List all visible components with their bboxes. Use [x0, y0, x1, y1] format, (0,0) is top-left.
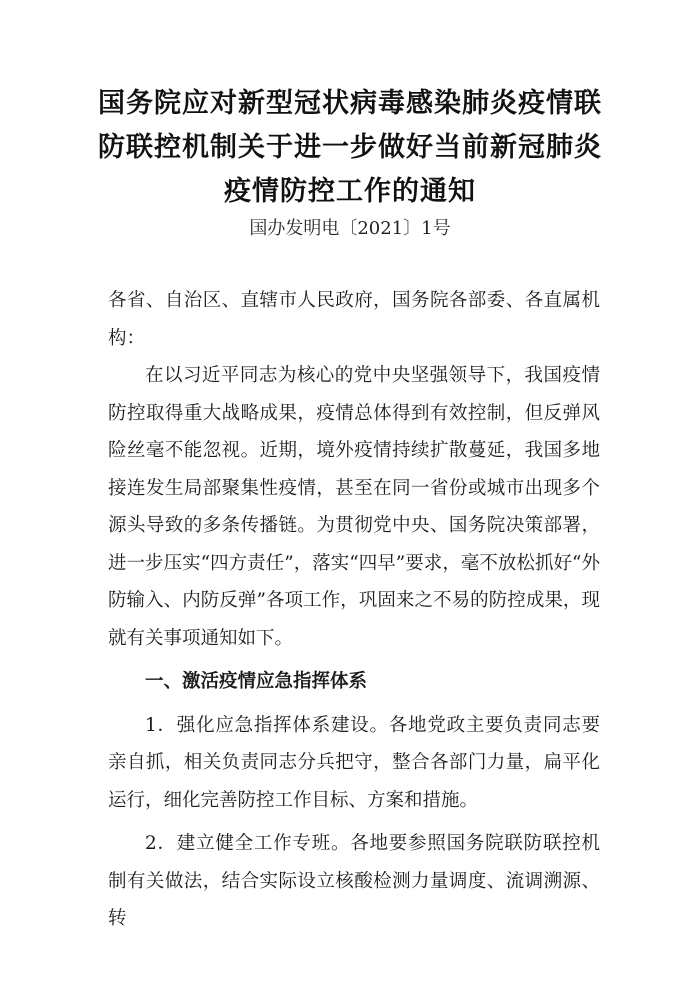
intro-paragraph: 在以习近平同志为核心的党中央坚强领导下，我国疫情防控取得重大战略成果，疫情总体得到有效控制，但反弹风险丝毫不能忽视。近期，境外疫情持续扩散蔓延，我国多地接连发生局部聚集性疫情，甚至在同一省份或城市出现多个源头导致的多条传播链。为贯彻党中央、国务院决策部署，进一步压实“四方责任”，落实“四早”要求，毫不放松抓好“外防输入、内防反弹”各项工作，巩固来之不易的防控成果，现就有关事项通知如下。	[108, 365, 600, 649]
document-number: 国办发明电〔2021〕1号	[249, 218, 451, 239]
title-line-1: 国务院应对新型冠状病毒感染肺炎疫情联	[98, 88, 602, 119]
section-heading: 一、激活疫情应急指挥体系	[145, 671, 368, 692]
document-title	[60, 82, 640, 214]
title-line-2: 防联控机制关于进一步做好当前新冠肺炎	[98, 132, 602, 163]
list-item-2: 2．建立健全工作专班。各地要参照国务院联防联控机制有关做法，结合实际设立核酸检测力量调度、流调溯源、转	[108, 833, 600, 929]
document-body	[108, 282, 600, 938]
title-line-3: 疫情防控工作的通知	[224, 176, 476, 207]
addressee: 各省、自治区、直辖市人民政府，国务院各部委、各直属机构：	[108, 290, 600, 349]
list-item-1: 1．强化应急指挥体系建设。各地党政主要负责同志要亲自抓，相关负责同志分兵把守，整合各部门力量，扁平化运行，细化完善防控工作目标、方案和措施。	[108, 714, 600, 811]
